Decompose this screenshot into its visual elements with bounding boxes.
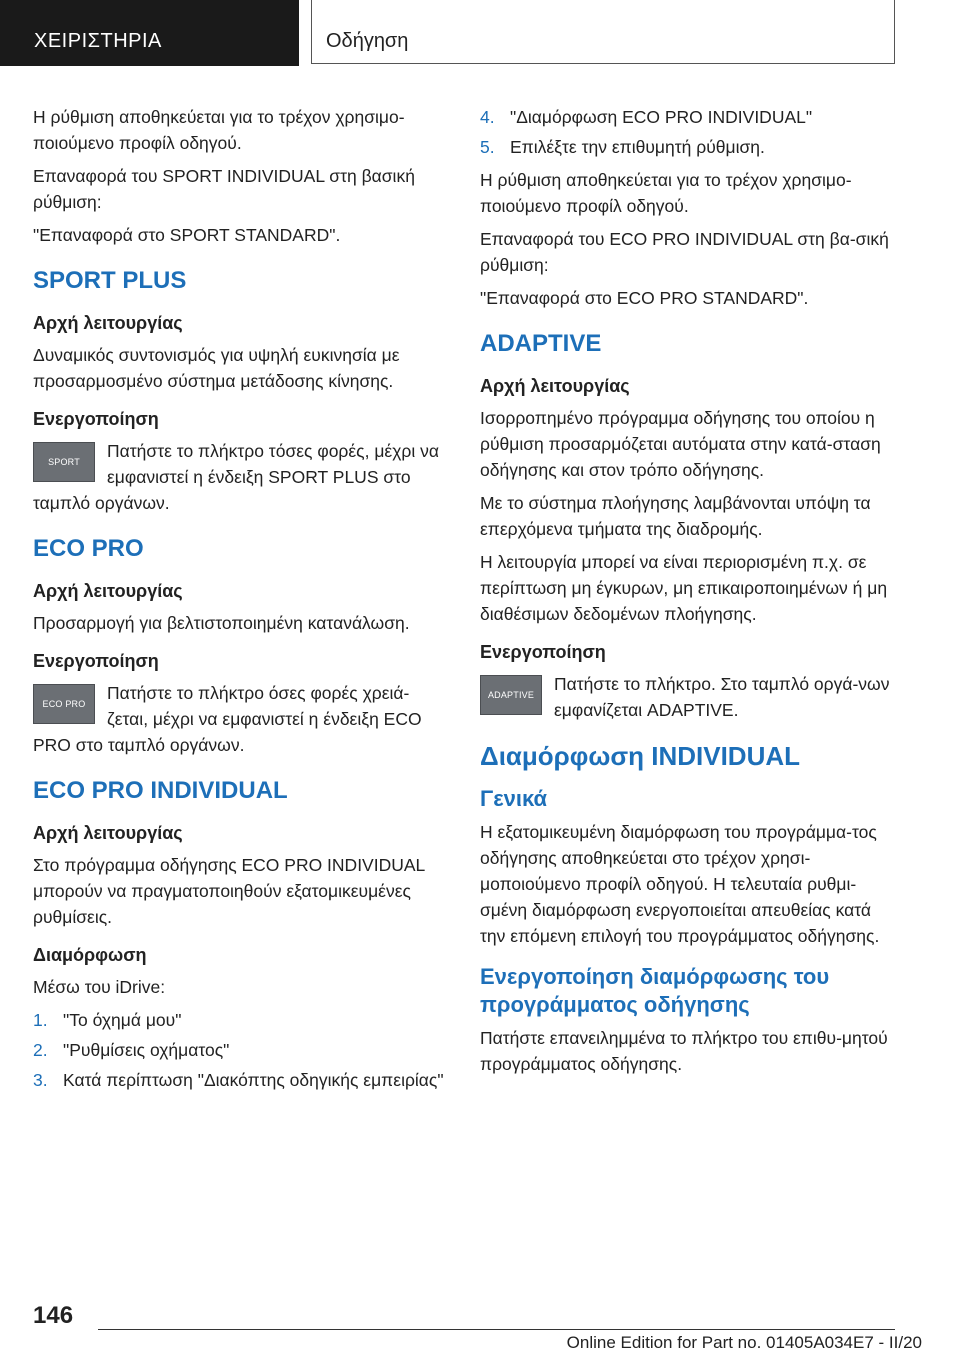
instruction-text: Πατήστε το πλήκτρο τόσες φορές, μέχρι να εμφανιστεί η ένδειξη SPORT PLUS στο ταμπλό οργάνων. <box>33 441 439 513</box>
paragraph: "Επαναφορά στο SPORT STANDARD". <box>33 225 341 245</box>
paragraph: Μέσω του iDrive: <box>33 977 166 997</box>
paragraph: Πατήστε επανειλημμένα το πλήκτρο του επιθυ‐μητού προγράμματος οδήγησης. <box>480 1028 888 1074</box>
step-text: Κατά περίπτωση "Διακόπτης οδηγικής εμπειρίας" <box>63 1070 444 1090</box>
chapter-title: Οδήγηση <box>326 30 409 52</box>
step-text: "Το όχημά μου" <box>63 1010 182 1030</box>
subheading-principle: Αρχή λειτουργίας <box>33 581 183 601</box>
footer-divider <box>98 1329 895 1330</box>
button-instruction <box>480 671 895 723</box>
step-number: 3. <box>33 1070 48 1090</box>
list-item <box>480 134 895 160</box>
step-number: 4. <box>480 107 495 127</box>
paragraph: Η ρύθμιση αποθηκεύεται για το τρέχον χρησιμο‐ποιούμενο προφίλ οδηγού. <box>33 107 405 153</box>
step-number: 2. <box>33 1040 48 1060</box>
steps-list <box>480 104 895 160</box>
subheading-principle: Αρχή λειτουργίας <box>33 313 183 333</box>
edition-text: Online Edition for Part no. 01405A034E7 - II/20 <box>566 1333 922 1352</box>
paragraph: Η ρύθμιση αποθηκεύεται για το τρέχον χρησιμο‐ποιούμενο προφίλ οδηγού. <box>480 170 852 216</box>
list-item <box>480 104 895 130</box>
section-title: ΧΕΙΡΙΣΤΗΡΙΑ <box>34 30 162 52</box>
section-tab <box>0 0 299 66</box>
heading-adaptive: ADAPTIVE <box>480 330 602 357</box>
paragraph: Η εξατομικευμένη διαμόρφωση του προγράμμα‐τος οδήγησης αποθηκεύεται στο τρέχον χρησι‐μοποιούμενο προφίλ οδηγού. Η τελευταία ρυθμι‐σμένη διαμόρφωση ενεργοποιείται απευθείας κατά την επόμενη επιλογή του προγράμματος οδήγησης. <box>480 822 880 946</box>
paragraph: Επαναφορά του ECO PRO INDIVIDUAL στη βα‐σική ρύθμιση: <box>480 229 889 275</box>
heading-eco-pro-individual: ECO PRO INDIVIDUAL <box>33 777 288 804</box>
subheading-activation: Ενεργοποίηση <box>33 651 159 671</box>
heading-individual-config: Διαμόρφωση INDIVIDUAL <box>480 741 800 771</box>
right-column <box>480 104 895 1084</box>
subheading-principle: Αρχή λειτουργίας <box>33 823 183 843</box>
list-item <box>33 1007 448 1033</box>
paragraph: "Επαναφορά στο ECO PRO STANDARD". <box>480 288 809 308</box>
button-label: ECO PRO <box>42 699 86 709</box>
step-number: 5. <box>480 137 495 157</box>
chapter-tab <box>311 0 895 64</box>
left-column <box>33 104 448 1100</box>
eco-pro-button-image <box>33 684 95 724</box>
step-text: Επιλέξτε την επιθυμητή ρύθμιση. <box>510 137 765 157</box>
step-number: 1. <box>33 1010 48 1030</box>
paragraph: Ισορροπημένο πρόγραμμα οδήγησης του οποίου η ρύθμιση προσαρμόζεται αυτόματα στην κατά‐σταση οδήγησης και στον τρόπο οδήγησης. <box>480 408 881 480</box>
button-label: ADAPTIVE <box>487 690 535 700</box>
list-item <box>33 1037 448 1063</box>
page-number: 146 <box>33 1302 74 1329</box>
subheading-general: Γενικά <box>480 786 548 811</box>
button-label: SPORT <box>48 457 80 467</box>
subheading-activate-config: Ενεργοποίηση διαμόρφωσης του προγράμματος οδήγησης <box>480 964 830 1017</box>
page-header <box>0 0 960 66</box>
list-item <box>33 1067 448 1093</box>
instruction-text: Πατήστε το πλήκτρο όσες φορές χρειά‐ζεται, μέχρι να εμφανιστεί η ένδειξη ECO PRO στο ταμπλό οργάνων. <box>33 683 422 755</box>
heading-eco-pro: ECO PRO <box>33 535 144 562</box>
subheading-activation: Ενεργοποίηση <box>480 642 606 662</box>
step-text: "Ρυθμίσεις οχήματος" <box>63 1040 230 1060</box>
paragraph: Στο πρόγραμμα οδήγησης ECO PRO INDIVIDUAL μπορούν να πραγματοποιηθούν εξατομικευμένες ρυθμίσεις. <box>33 855 425 927</box>
sport-button-image <box>33 442 95 482</box>
paragraph: Προσαρμογή για βελτιστοποιημένη κατανάλωση. <box>33 613 410 633</box>
adaptive-button-image <box>480 675 542 715</box>
paragraph: Η λειτουργία μπορεί να είναι περιορισμένη π.χ. σε περίπτωση μη έγκυρων, μη επικαιροποιημένων ή μη διαθέσιμων δεδομένων πλοήγησης. <box>480 552 888 624</box>
button-instruction <box>33 438 448 516</box>
subheading-activation: Ενεργοποίηση <box>33 409 159 429</box>
heading-sport-plus: SPORT PLUS <box>33 267 187 294</box>
paragraph: Δυναμικός συντονισμός για υψηλή ευκινησία με προσαρμοσμένο σύστημα μετάδοσης κίνησης. <box>33 345 400 391</box>
button-instruction <box>33 680 448 758</box>
subheading-configuration: Διαμόρφωση <box>33 945 147 965</box>
subheading-principle: Αρχή λειτουργίας <box>480 376 630 396</box>
instruction-text: Πατήστε το πλήκτρο. Στο ταμπλό οργά‐νων εμφανίζεται ADAPTIVE. <box>554 674 890 720</box>
steps-list <box>33 1007 448 1093</box>
paragraph: Με το σύστημα πλοήγησης λαμβάνονται υπόψη τα επερχόμενα τμήματα της διαδρομής. <box>480 493 871 539</box>
step-text: "Διαμόρφωση ECO PRO INDIVIDUAL" <box>510 107 813 127</box>
paragraph: Επαναφορά του SPORT INDIVIDUAL στη βασική ρύθμιση: <box>33 166 415 212</box>
